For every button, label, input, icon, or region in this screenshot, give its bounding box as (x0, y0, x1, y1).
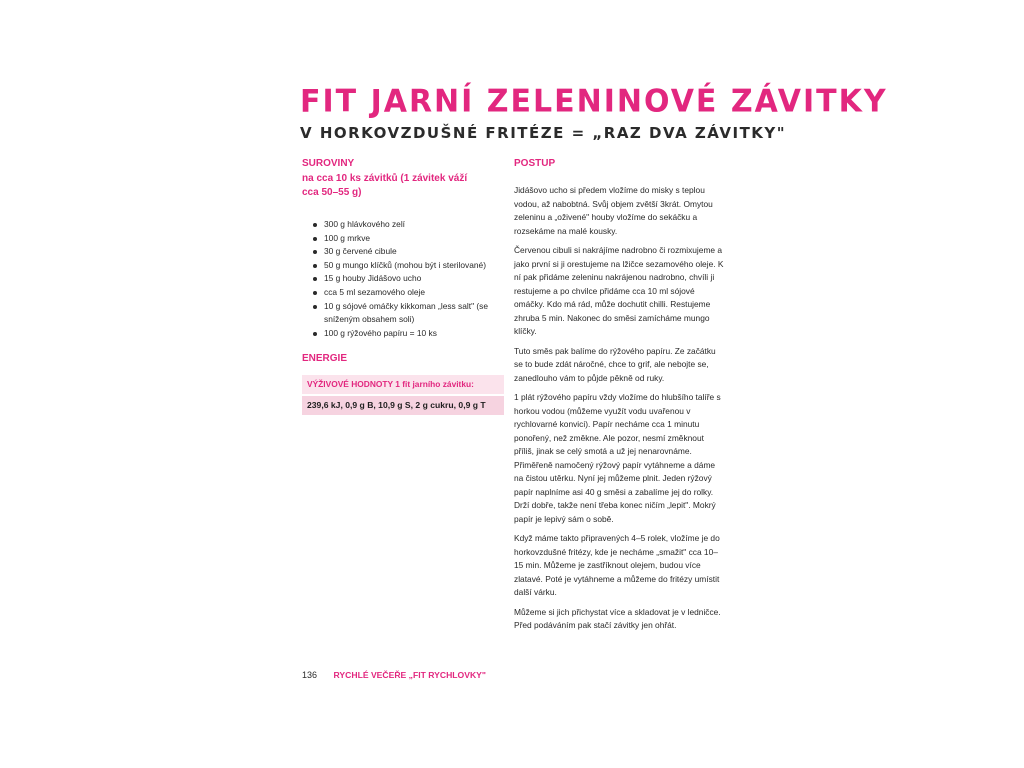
ingredients-column (302, 157, 502, 415)
ingredients-subheading: na cca 10 ks závitků (1 závitek váží cca 50–55 g) (302, 173, 468, 198)
section-title: RYCHLÉ VEČEŘE „FIT RYCHLOVKY" (333, 670, 486, 680)
ingredients-list (302, 218, 502, 340)
recipe-subtitle: V HORKOVZDUŠNÉ FRITÉZE = „RAZ DVA ZÁVITKY" (300, 124, 787, 142)
recipe-title: FIT JARNÍ ZELENINOVÉ ZÁVITKY (300, 83, 888, 120)
nutrition-values: 239,6 kJ, 0,9 g B, 10,9 g S, 2 g cukru, 0,9 g T (302, 396, 504, 415)
procedure-paragraph: Když máme takto připravených 4–5 rolek, vložíme je do horkovzdušné fritézy, kde je necháme „smažit" cca 10–15 min. Můžeme je zastříknout olejem, budou více zlatavé. Poté je vytáhneme a můžeme do fritézy umístit další várku. (514, 533, 720, 597)
ingredients-heading: SUROVINY (302, 158, 355, 169)
ingredient-item: 30 g červené cibule (302, 245, 502, 259)
ingredient-item: cca 5 ml sezamového oleje (302, 286, 502, 300)
procedure-paragraph: Jidášovo ucho si předem vložíme do misky s teplou vodou, až nabobtná. Svůj objem zvětší 3krát. Omytou zeleninu a „oživené" houby vložíme do sekáčku a rozsekáme na malé kousky. (514, 185, 713, 236)
procedure-heading: POSTUP (514, 158, 556, 169)
ingredient-item: 15 g houby Jidášovo ucho (302, 272, 502, 286)
procedure-paragraph: 1 plát rýžového papíru vždy vložíme do hlubšího talíře s horkou vodou (můžeme využít vodu uvařenou v rychlovarné konvici). Papír necháme cca 1 minutu ponořený, než změkne. Ale pozor, nesmí změknout příliš, jinak se celý smotá a už jej nenarovnáme. Přiměřeně namočený rýžový papír vytáhneme a dáme na čistou utěrku. Nyní jej můžeme plnit. Jeden rýžový papír naplníme asi 40 g směsi a zabalíme jej do rolky. Drží dobře, takže není třeba konec ničím „lepit". Mokrý papír je lepivý sám o sobě. (514, 392, 721, 524)
ingredient-item: 300 g hlávkového zelí (302, 218, 502, 232)
nutrition-label: VÝŽIVOVÉ HODNOTY 1 fit jarního závitku: (302, 375, 504, 394)
page-footer (302, 670, 486, 680)
procedure-column (514, 157, 724, 639)
procedure-paragraph: Můžeme si jich přichystat více a skladovat je v ledničce. Před podáváním pak stačí závitky jen ohřát. (514, 606, 721, 630)
ingredient-item: 100 g rýžového papíru = 10 ks (302, 327, 502, 341)
procedure-paragraph: Červenou cibuli si nakrájíme nadrobno či rozmixujeme a jako první si ji orestujeme na lžičce sezamového oleje. K ní pak přidáme zeleninu nakrájenou nadrobno, chvíli ji restujeme a po chvilce přidáme cca 10 ml sójové omáčky. Kdo má rád, může dochutit chilli. Restujeme zhruba 5 min. Nakonec do směsi zamícháme mungo klíčky. (514, 245, 724, 336)
ingredient-item: 100 g mrkve (302, 232, 502, 246)
ingredient-item: 50 g mungo klíčků (mohou být i sterilované) (302, 259, 502, 273)
procedure-paragraph: Tuto směs pak balíme do rýžového papíru. Ze začátku se to bude zdát náročné, chce to grif, ale nebojte se, zanedlouho vám to půjde pěkně od ruky. (514, 345, 716, 383)
procedure-steps (514, 184, 724, 633)
energy-heading: ENERGIE (302, 353, 348, 365)
page-number: 136 (302, 670, 318, 680)
nutrition-box (302, 375, 504, 415)
ingredient-item: 10 g sójové omáčky kikkoman „less salt" (se sníženým obsahem soli) (302, 300, 502, 327)
